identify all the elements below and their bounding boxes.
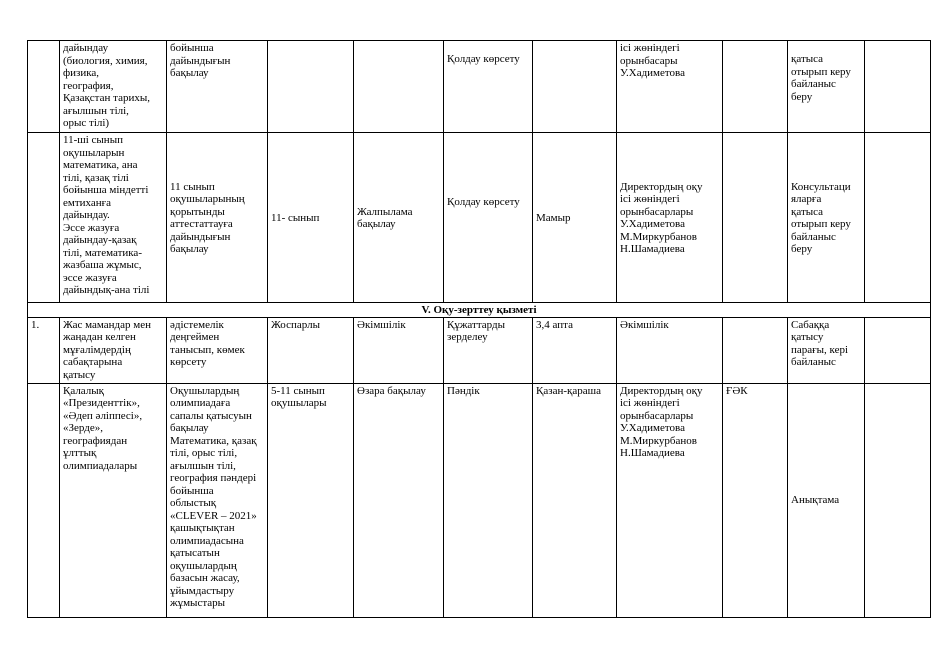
- table-row: [28, 133, 931, 303]
- section-header-row: [28, 303, 931, 318]
- section-title: V. Оқу-зерттеу қызметі: [28, 303, 931, 318]
- table-row: [28, 41, 931, 133]
- review-cell: [723, 41, 788, 133]
- row-number: [28, 41, 60, 133]
- table-row: [28, 383, 931, 617]
- review-cell: [723, 133, 788, 303]
- topic-cell: 11-ші сынып оқушыларын математика, ана тілі, қазақ тілі бойынша міндетті емтиханға дайындау. Эссе жазуға дайындау-қазақ тілі, математика- жазбаша жұмыс, эссе жазуға дайындық-ана тілі: [60, 133, 167, 303]
- responsible-cell: Әкімшілік: [617, 317, 723, 383]
- result-cell: Консультаци яларға қатыса отырып керу байланыс беру: [788, 133, 865, 303]
- result-cell: қатыса отырып керу байланыс беру: [788, 41, 865, 133]
- result-cell: Анықтама: [788, 383, 865, 617]
- extra-cell: [865, 317, 931, 383]
- time-cell: 3,4 апта: [533, 317, 617, 383]
- type-cell: Әкімшілік: [354, 317, 444, 383]
- object-cell: 11- сынып: [268, 133, 354, 303]
- extra-cell: [865, 383, 931, 617]
- row-number: 1.: [28, 317, 60, 383]
- method-cell: Қолдау көрсету: [444, 41, 533, 133]
- time-cell: Қазан-қараша: [533, 383, 617, 617]
- topic-cell: Жас мамандар мен жаңадан келген мұғалімдердің сабақтарына қатысу: [60, 317, 167, 383]
- goal-cell: бойынша дайындығын бақылау: [167, 41, 268, 133]
- object-cell: [268, 41, 354, 133]
- method-cell: Құжаттарды зерделеу: [444, 317, 533, 383]
- table-row: [28, 317, 931, 383]
- responsible-cell: Директордың оқу ісі жөніндегі орынбасарлары У.Хадиметова М.Миркурбанов Н.Шамадиева: [617, 383, 723, 617]
- responsible-cell: ісі жөніндегі орынбасары У.Хадиметова: [617, 41, 723, 133]
- review-cell: [723, 317, 788, 383]
- extra-cell: [865, 41, 931, 133]
- extra-cell: [865, 133, 931, 303]
- object-cell: Жоспарлы: [268, 317, 354, 383]
- type-cell: [354, 41, 444, 133]
- type-cell: Өзара бақылау: [354, 383, 444, 617]
- goal-cell: 11 сынып оқушыларының қорытынды аттестаттауға дайындығын бақылау: [167, 133, 268, 303]
- topic-cell: дайындау (биология, химия, физика, география, Қазақстан тарихы, ағылшын тілі, орыс тілі): [60, 41, 167, 133]
- row-number: [28, 133, 60, 303]
- review-cell: ҒӘК: [723, 383, 788, 617]
- row-number: [28, 383, 60, 617]
- result-cell: Сабаққа қатысу парағы, кері байланыс: [788, 317, 865, 383]
- method-cell: Қолдау көрсету: [444, 133, 533, 303]
- responsible-cell: Директордың оқу ісі жөніндегі орынбасарлары У.Хадиметова М.Миркурбанов Н.Шамадиева: [617, 133, 723, 303]
- method-cell: Пәндік: [444, 383, 533, 617]
- plan-table: [27, 40, 931, 618]
- topic-cell: Қалалық «Президенттік», «Әдеп әліппесі», «Зерде», географиядан ұлттық олимпиадалары: [60, 383, 167, 617]
- time-cell: Мамыр: [533, 133, 617, 303]
- goal-cell: әдістемелік деңгеймен танысып, көмек көрсету: [167, 317, 268, 383]
- goal-cell: Оқушылардың олимпиадаға сапалы қатысуын бақылау Математика, қазақ тілі, орыс тілі, ағылшын тілі, география пәндері бойынша облыстық «CLEVER – 2021» қашықтықтан олимпиадасына қатысатын оқушылардың базасын жасау, ұйымдастыру жұмыстары: [167, 383, 268, 617]
- object-cell: 5-11 сынып оқушылары: [268, 383, 354, 617]
- time-cell: [533, 41, 617, 133]
- type-cell: Жалпылама бақылау: [354, 133, 444, 303]
